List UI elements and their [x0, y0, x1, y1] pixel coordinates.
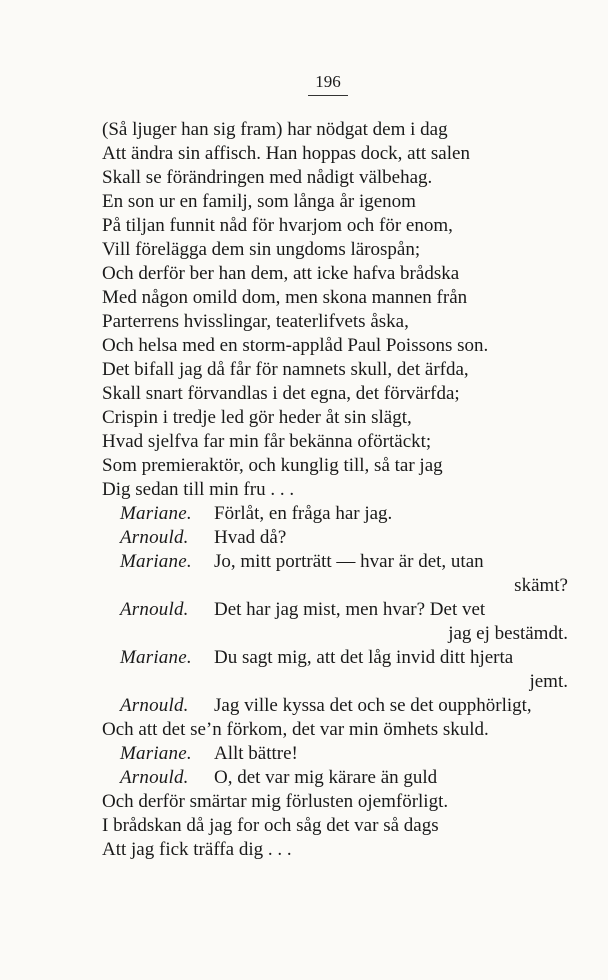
- speech-text: Jag ville kyssa det och se det oupphörligt,: [214, 695, 532, 716]
- verse-line: Och att det se’n förkom, det var min ömhets skuld.: [102, 719, 489, 740]
- verse-line: På tiljan funnit nåd för hvarjom och för enom,: [102, 215, 453, 236]
- verse-line: Vill förelägga dem sin ungdoms lärospån;: [102, 239, 421, 260]
- speech-text: O, det var mig kärare än guld: [214, 767, 438, 788]
- speech-text: Hvad då?: [214, 527, 287, 548]
- verse-line: Och derför smärtar mig förlusten ojemförligt.: [102, 791, 449, 812]
- dialogue-continuation: jag ej bestämdt.: [448, 623, 568, 644]
- dialogue-line: [0, 502, 608, 526]
- dialogue-line: [0, 646, 608, 670]
- dialogue-continuation: skämt?: [514, 575, 568, 596]
- dialogue-line: [0, 766, 608, 790]
- speaker-name: Mariane.: [120, 743, 192, 764]
- verse-line: Hvad sjelfva far min får bekänna oförtäckt;: [102, 431, 432, 452]
- verse-line: Med någon omild dom, men skona mannen från: [102, 287, 468, 308]
- speaker-name: Arnould.: [120, 599, 189, 620]
- verse-line: Skall se förändringen med nådigt välbehag.: [102, 167, 433, 188]
- verse-line: Det bifall jag då får för namnets skull, det ärfda,: [102, 359, 469, 380]
- verse-line: Skall snart förvandlas i det egna, det förvärfda;: [102, 383, 460, 404]
- verse-line: I brådskan då jag for och såg det var så dags: [102, 815, 439, 836]
- speech-text: Det har jag mist, men hvar? Det vet: [214, 599, 486, 620]
- verse-line: Parterrens hvisslingar, teaterlifvets åska,: [102, 311, 409, 332]
- verse-line: Att ändra sin affisch. Han hoppas dock, att salen: [102, 143, 470, 164]
- speaker-name: Arnould.: [120, 767, 189, 788]
- verse-line: Och derför ber han dem, att icke hafva brådska: [102, 263, 460, 284]
- verse-line: En son ur en familj, som långa år igenom: [102, 191, 416, 212]
- page-number: 196: [315, 72, 341, 91]
- speaker-name: Arnould.: [120, 695, 189, 716]
- dialogue-line: [0, 742, 608, 766]
- verse-line: Och helsa med en storm-applåd Paul Poissons son.: [102, 335, 489, 356]
- dialogue-line: [0, 550, 608, 574]
- speaker-name: Mariane.: [120, 503, 192, 524]
- verse-line: Crispin i tredje led gör heder åt sin slägt,: [102, 407, 412, 428]
- verse-line: Att jag fick träffa dig . . .: [102, 839, 292, 860]
- dialogue-line: [0, 694, 608, 718]
- speech-text: Du sagt mig, att det låg invid ditt hjerta: [214, 647, 514, 668]
- dialogue-continuation: jemt.: [529, 671, 568, 692]
- dialogue-line: [0, 526, 608, 550]
- speech-text: Allt bättre!: [214, 743, 298, 764]
- dialogue-line: [0, 598, 608, 622]
- speech-text: Förlåt, en fråga har jag.: [214, 503, 393, 524]
- speech-text: Jo, mitt porträtt — hvar är det, utan: [214, 551, 484, 572]
- speaker-name: Arnould.: [120, 527, 189, 548]
- verse-line: Som premieraktör, och kunglig till, så tar jag: [102, 455, 443, 476]
- verse-line: Dig sedan till min fru . . .: [102, 479, 295, 500]
- speaker-name: Mariane.: [120, 647, 192, 668]
- page-number-rule: [308, 95, 348, 96]
- verse-line: (Så ljuger han sig fram) har nödgat dem i dag: [102, 119, 448, 140]
- speaker-name: Mariane.: [120, 551, 192, 572]
